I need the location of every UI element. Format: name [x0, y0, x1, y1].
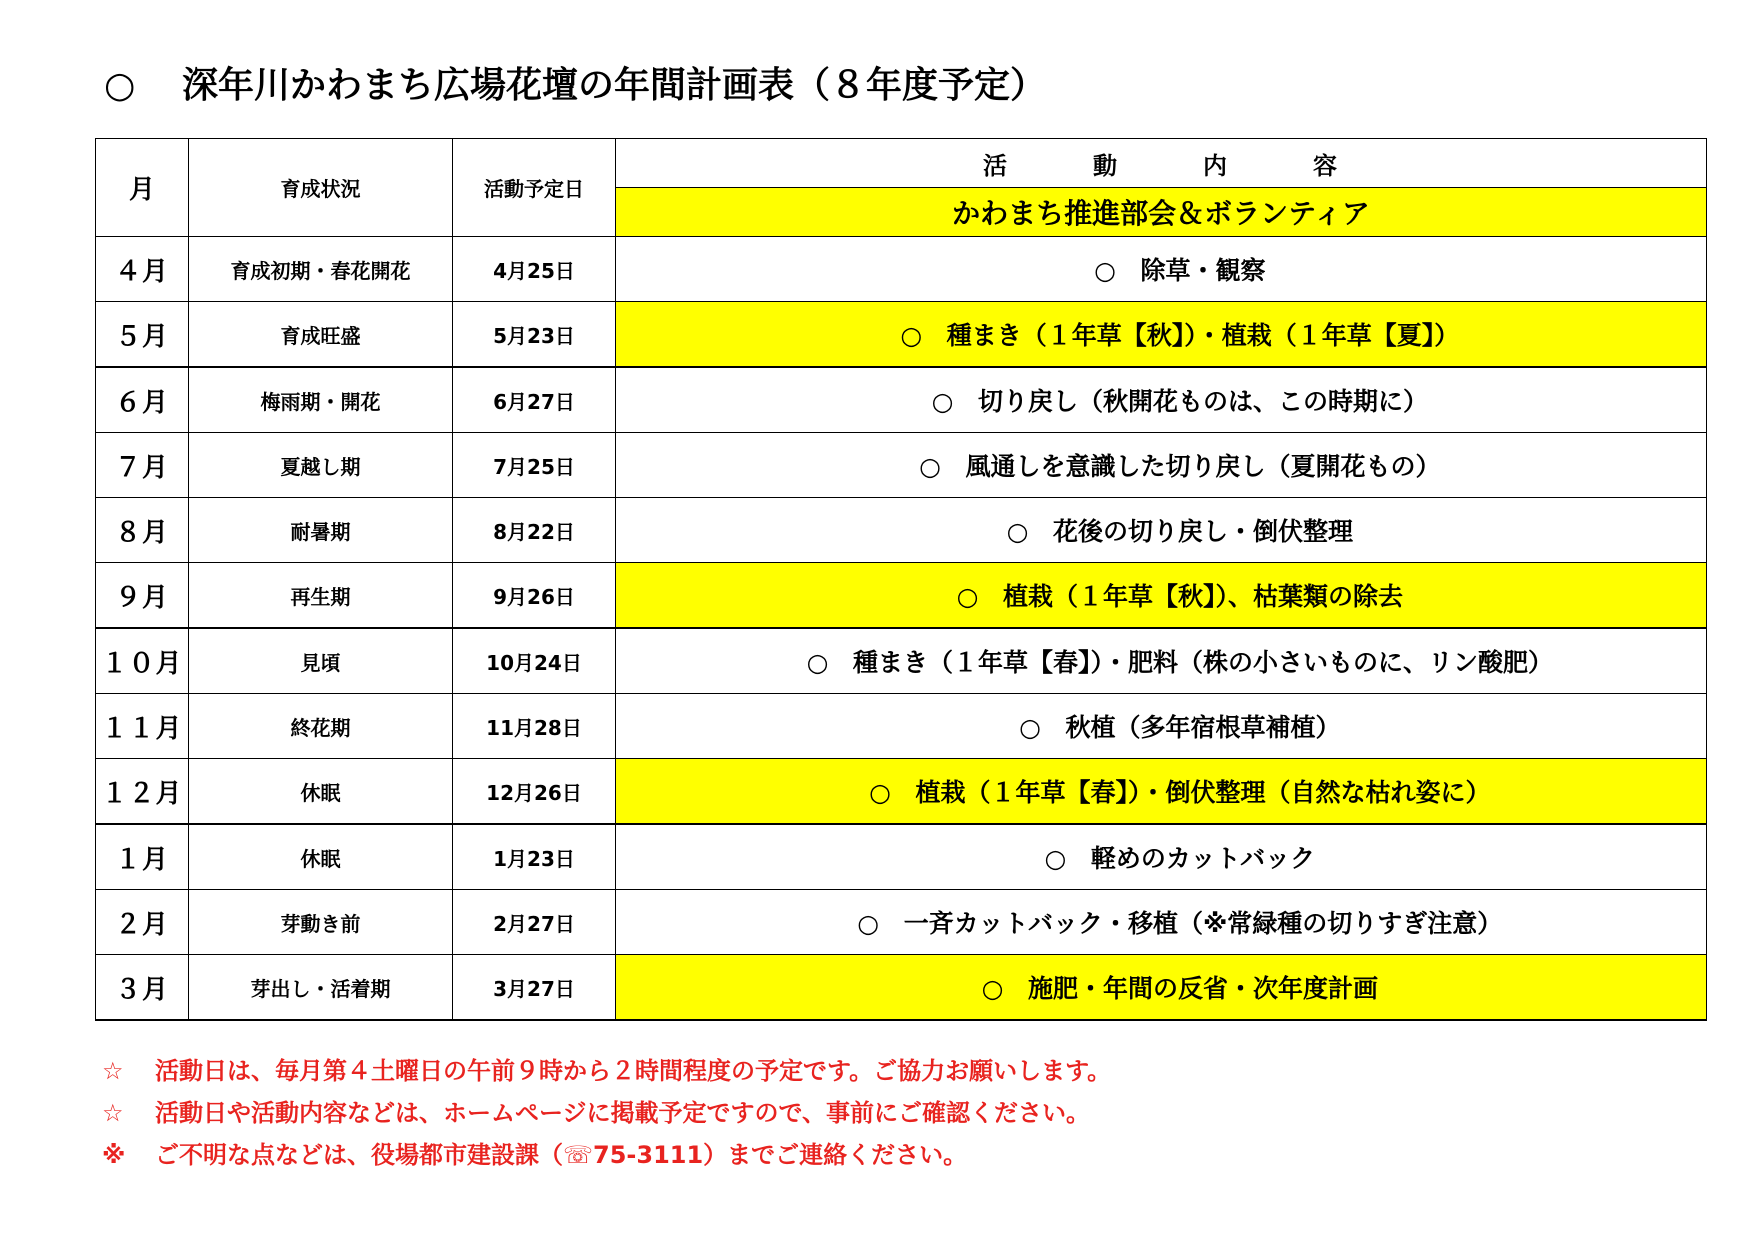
circle-mark-icon: ○	[981, 974, 1004, 1003]
table-row	[96, 955, 1707, 1021]
table-row	[96, 694, 1707, 759]
activity-date-cell: 3月27日	[453, 955, 616, 1021]
activity-date-cell: 6月27日	[453, 367, 616, 433]
header-activity-content	[616, 139, 1707, 188]
activity-date-cell: 12月26日	[453, 759, 616, 825]
activity-date-cell: 11月28日	[453, 694, 616, 759]
growth-status-cell: 梅雨期・開花	[189, 367, 453, 433]
annual-plan-table	[95, 138, 1707, 1021]
activity-date-cell: 2月27日	[453, 890, 616, 955]
circle-mark-icon: ○	[956, 582, 979, 611]
table-row	[96, 367, 1707, 433]
circle-mark-icon: ○	[857, 909, 880, 938]
month-cell: ７月	[96, 433, 189, 498]
growth-status-cell: 育成初期・春花開花	[189, 237, 453, 302]
circle-mark-icon: ○	[869, 778, 891, 807]
circle-mark-icon: ○	[900, 321, 923, 350]
circle-mark-icon: ○	[1019, 713, 1041, 742]
activity-text: 施肥・年間の反省・次年度計画	[1027, 974, 1378, 1003]
activity-text: 除草・観察	[1140, 256, 1266, 285]
table-row	[96, 302, 1707, 368]
growth-status-cell: 育成旺盛	[189, 302, 453, 368]
header-activity-char: 動	[1093, 151, 1119, 180]
plan-table-body	[96, 237, 1707, 1021]
activity-cell	[616, 824, 1707, 890]
activity-text: 植栽（１年草【春】）・倒伏整理（自然な枯れ姿に）	[915, 778, 1491, 807]
activity-cell	[616, 498, 1707, 563]
activity-text: 軽めのカットバック	[1090, 844, 1316, 873]
month-cell: １１月	[96, 694, 189, 759]
activity-cell	[616, 694, 1707, 759]
activity-date-cell: 5月23日	[453, 302, 616, 368]
circle-mark-icon: ○	[1094, 256, 1116, 285]
header-activity-date: 活動予定日	[453, 139, 616, 237]
growth-status-cell: 耐暑期	[189, 498, 453, 563]
activity-cell	[616, 367, 1707, 433]
month-cell: ６月	[96, 367, 189, 433]
page-title	[104, 58, 1046, 114]
activity-text: 秋植（多年宿根草補植）	[1065, 713, 1341, 742]
activity-cell	[616, 955, 1707, 1021]
activity-cell	[616, 759, 1707, 825]
month-cell: ５月	[96, 302, 189, 368]
table-row	[96, 628, 1707, 694]
header-activity-char: 内	[1203, 151, 1229, 180]
activity-cell	[616, 563, 1707, 629]
growth-status-cell: 夏越し期	[189, 433, 453, 498]
activity-date-cell: 7月25日	[453, 433, 616, 498]
table-row	[96, 498, 1707, 563]
activity-cell	[616, 302, 1707, 368]
header-growth-status: 育成状況	[189, 139, 453, 237]
activity-date-cell: 1月23日	[453, 824, 616, 890]
month-cell: ３月	[96, 955, 189, 1021]
activity-date-cell: 9月26日	[453, 563, 616, 629]
title-text: 深年川かわまち広場花壇の年間計画表（８年度予定）	[182, 65, 1047, 106]
activity-text: 切り戻し（秋開花ものは、この時期に）	[977, 387, 1428, 416]
activity-cell	[616, 628, 1707, 694]
activity-text: 植栽（１年草【秋】）、枯葉類の除去	[1002, 582, 1403, 611]
notes-section	[102, 1050, 1111, 1176]
month-cell: ２月	[96, 890, 189, 955]
circle-mark-icon: ○	[931, 387, 954, 416]
note-text: ご不明な点などは、役場都市建設課（☏75-3111）までご連絡ください。	[155, 1141, 968, 1169]
note-line	[102, 1134, 1111, 1176]
activity-date-cell: 10月24日	[453, 628, 616, 694]
growth-status-cell: 芽動き前	[189, 890, 453, 955]
activity-text: 種まき（１年草【秋】）・植栽（１年草【夏】）	[946, 321, 1460, 350]
activity-date-cell: 4月25日	[453, 237, 616, 302]
growth-status-cell: 芽出し・活着期	[189, 955, 453, 1021]
title-circle-mark: ○	[104, 65, 136, 106]
table-row	[96, 237, 1707, 302]
month-cell: ８月	[96, 498, 189, 563]
reference-mark-symbol: ※	[102, 1141, 126, 1169]
activity-text: 一斉カットバック・移植（※常緑種の切りすぎ注意）	[903, 909, 1503, 938]
circle-mark-icon: ○	[1044, 844, 1067, 873]
activity-cell	[616, 433, 1707, 498]
table-row	[96, 433, 1707, 498]
header-activity-char: 容	[1313, 151, 1339, 180]
activity-text: 風通しを意識した切り戻し（夏開花もの）	[965, 452, 1441, 481]
table-row	[96, 890, 1707, 955]
growth-status-cell: 終花期	[189, 694, 453, 759]
note-text: 活動日や活動内容などは、ホームページに掲載予定ですので、事前にご確認ください。	[155, 1099, 1091, 1127]
header-activity-char: 活	[983, 151, 1009, 180]
note-line	[102, 1092, 1111, 1134]
activity-text: 花後の切り戻し・倒伏整理	[1052, 517, 1353, 546]
month-cell: １０月	[96, 628, 189, 694]
activity-date-cell: 8月22日	[453, 498, 616, 563]
header-month: 月	[96, 139, 189, 237]
circle-mark-icon: ○	[919, 452, 941, 481]
activity-cell	[616, 890, 1707, 955]
circle-mark-icon: ○	[1006, 517, 1029, 546]
growth-status-cell: 休眠	[189, 759, 453, 825]
growth-status-cell: 見頃	[189, 628, 453, 694]
circle-mark-icon: ○	[806, 648, 829, 677]
growth-status-cell: 再生期	[189, 563, 453, 629]
header-group-name: かわまち推進部会＆ボランティア	[616, 188, 1707, 237]
table-row	[96, 824, 1707, 890]
note-line	[102, 1050, 1111, 1092]
star-symbol: ☆	[102, 1057, 124, 1085]
star-symbol: ☆	[102, 1099, 124, 1127]
activity-cell	[616, 237, 1707, 302]
table-row	[96, 563, 1707, 629]
table-row	[96, 759, 1707, 825]
month-cell: １２月	[96, 759, 189, 825]
month-cell: １月	[96, 824, 189, 890]
month-cell: ９月	[96, 563, 189, 629]
growth-status-cell: 休眠	[189, 824, 453, 890]
month-cell: ４月	[96, 237, 189, 302]
note-text: 活動日は、毎月第４土曜日の午前９時から２時間程度の予定です。ご協力お願いします。	[155, 1057, 1112, 1085]
activity-text: 種まき（１年草【春】）・肥料（株の小さいものに、リン酸肥）	[852, 648, 1553, 677]
